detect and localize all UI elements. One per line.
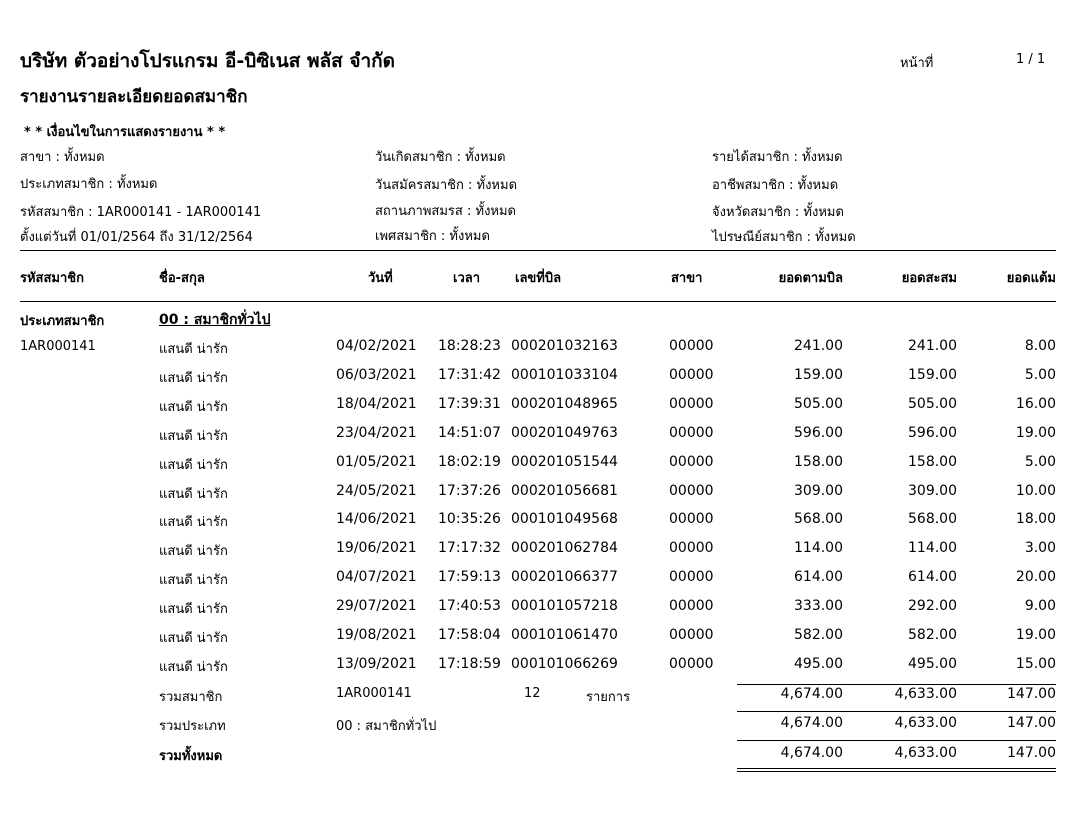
row-date: 01/05/2021 <box>336 453 417 470</box>
row-points: 16.00 <box>1015 395 1056 412</box>
summary-member-points: 147.00 <box>1007 686 1056 702</box>
row-date: 24/05/2021 <box>336 482 417 499</box>
row-date: 13/09/2021 <box>336 655 417 672</box>
row-bill-amount: 158.00 <box>794 453 843 470</box>
row-branch: 00000 <box>669 424 714 441</box>
row-accumulated: 614.00 <box>908 569 957 586</box>
summary-all-acc: 4,633.00 <box>894 745 957 761</box>
row-branch: 00000 <box>669 655 714 672</box>
row-accumulated: 582.00 <box>908 627 957 643</box>
row-name: แสนดี น่ารัก <box>159 370 228 386</box>
row-branch: 00000 <box>669 540 714 557</box>
row-points: 20.00 <box>1015 569 1056 586</box>
table-row <box>0 540 1081 569</box>
row-date: 04/07/2021 <box>336 569 417 586</box>
grand-total-double-line-2 <box>737 771 1056 772</box>
grand-total-double-line-1 <box>737 768 1056 769</box>
col-header-time: เวลา <box>453 271 481 286</box>
row-name: แสนดี น่ารัก <box>159 428 228 444</box>
row-name: แสนดี น่ารัก <box>159 631 228 646</box>
table-row <box>0 598 1081 627</box>
row-name: แสนดี น่ารัก <box>159 602 228 618</box>
divider-header <box>20 301 1056 302</box>
row-branch: 00000 <box>669 598 714 615</box>
divider-top <box>20 250 1056 251</box>
row-accumulated: 596.00 <box>908 424 957 441</box>
row-points: 19.00 <box>1015 424 1056 441</box>
summary-member-acc: 4,633.00 <box>894 686 957 702</box>
row-bill-no: 000201056681 <box>511 482 618 499</box>
summary-type-acc: 4,633.00 <box>894 715 957 731</box>
row-name: แสนดี น่ารัก <box>159 515 228 531</box>
table-row <box>0 569 1081 598</box>
row-accumulated: 568.00 <box>908 511 957 528</box>
summary-type-points: 147.00 <box>1007 715 1056 731</box>
col-header-accumulated: ยอดสะสม <box>901 271 957 286</box>
page-number: 1 / 1 <box>1016 52 1046 67</box>
summary-member-label: รวมสมาชิก <box>159 690 223 705</box>
condition-postcode: ไปรษณีย์สมาชิก : ทั้งหมด <box>712 230 856 245</box>
table-row <box>0 367 1081 396</box>
row-bill-amount: 241.00 <box>794 338 843 354</box>
table-row <box>0 627 1081 656</box>
row-date: 19/06/2021 <box>336 540 417 557</box>
row-bill-no: 000101033104 <box>511 366 618 383</box>
condition-marital-status: สถานภาพสมรส : ทั้งหมด <box>375 204 516 219</box>
col-header-bill-amount: ยอดตามบิล <box>778 271 843 286</box>
row-name: แสนดี น่ารัก <box>159 573 228 589</box>
row-date: 14/06/2021 <box>336 511 417 528</box>
row-bill-amount: 114.00 <box>794 540 843 557</box>
condition-member-code: รหัสสมาชิก : 1AR000141 - 1AR000141 <box>20 205 262 220</box>
row-bill-amount: 614.00 <box>794 569 843 586</box>
row-bill-no: 000101061470 <box>511 627 618 643</box>
row-branch: 00000 <box>669 338 714 354</box>
report-title: รายงานรายละเอียดยอดสมาชิก <box>20 87 248 107</box>
group-value: 00 : สมาชิกทั่วไป <box>159 312 271 328</box>
row-time: 17:18:59 <box>438 655 501 672</box>
company-name: บริษัท ตัวอย่างโปรแกรม อี-บิซิเนส พลัส จำกัด <box>20 50 395 72</box>
row-bill-amount: 495.00 <box>794 655 843 672</box>
summary-member-count-unit: รายการ <box>586 690 631 705</box>
row-branch: 00000 <box>669 627 714 643</box>
row-accumulated: 241.00 <box>908 338 957 354</box>
row-accumulated: 158.00 <box>908 453 957 470</box>
summary-member-count: 12 <box>524 686 541 701</box>
row-points: 18.00 <box>1015 511 1056 528</box>
row-time: 18:02:19 <box>438 453 501 470</box>
row-date: 19/08/2021 <box>336 627 417 643</box>
row-name: แสนดี น่ารัก <box>159 457 228 473</box>
row-bill-no: 000101049568 <box>511 511 618 528</box>
row-time: 17:17:32 <box>438 540 501 557</box>
row-bill-amount: 582.00 <box>794 627 843 643</box>
condition-date-range: ตั้งแต่วันที่ 01/01/2564 ถึง 31/12/2564 <box>20 230 253 245</box>
member-id: 1AR000141 <box>20 339 96 354</box>
col-header-bill-no: เลขที่บิล <box>515 271 562 286</box>
table-row <box>0 483 1081 512</box>
summary-member-line <box>737 684 1056 685</box>
row-date: 04/02/2021 <box>336 338 417 354</box>
condition-birthdate: วันเกิดสมาชิก : ทั้งหมด <box>375 150 506 165</box>
condition-province: จังหวัดสมาชิก : ทั้งหมด <box>712 205 844 220</box>
row-bill-no: 000201049763 <box>511 424 618 441</box>
row-branch: 00000 <box>669 511 714 528</box>
row-branch: 00000 <box>669 366 714 383</box>
row-points: 15.00 <box>1015 655 1056 672</box>
row-accumulated: 159.00 <box>908 366 957 383</box>
row-points: 19.00 <box>1015 627 1056 643</box>
table-row <box>0 425 1081 454</box>
row-time: 17:31:42 <box>438 366 501 383</box>
row-bill-amount: 505.00 <box>794 395 843 412</box>
row-name: แสนดี น่ารัก <box>159 544 228 560</box>
row-date: 23/04/2021 <box>336 424 417 441</box>
row-accumulated: 505.00 <box>908 395 957 412</box>
row-branch: 00000 <box>669 395 714 412</box>
summary-type-amount: 4,674.00 <box>780 715 843 731</box>
condition-branch: สาขา : ทั้งหมด <box>20 150 105 165</box>
row-accumulated: 495.00 <box>908 655 957 672</box>
row-name: แสนดี น่ารัก <box>159 659 228 675</box>
table-row <box>0 511 1081 540</box>
row-date: 06/03/2021 <box>336 366 417 383</box>
row-points: 9.00 <box>1024 598 1056 615</box>
row-time: 17:39:31 <box>438 395 501 412</box>
row-points: 5.00 <box>1024 366 1056 383</box>
row-bill-amount: 159.00 <box>794 366 843 383</box>
col-header-member-code: รหัสสมาชิก <box>20 271 84 286</box>
row-time: 18:28:23 <box>438 338 501 354</box>
table-row <box>0 396 1081 425</box>
row-accumulated: 309.00 <box>908 482 957 499</box>
summary-type-value: 00 : สมาชิกทั่วไป <box>336 719 437 734</box>
row-name: แสนดี น่ารัก <box>159 486 228 502</box>
group-label: ประเภทสมาชิก <box>20 314 105 329</box>
condition-join-date: วันสมัครสมาชิก : ทั้งหมด <box>375 178 518 193</box>
row-time: 17:59:13 <box>438 569 501 586</box>
summary-all-line <box>737 740 1056 741</box>
row-bill-amount: 309.00 <box>794 482 843 499</box>
row-accumulated: 292.00 <box>908 598 957 615</box>
row-time: 10:35:26 <box>438 511 501 528</box>
row-time: 17:58:04 <box>438 627 501 643</box>
col-header-points: ยอดแต้ม <box>1006 271 1056 286</box>
summary-type-line <box>737 711 1056 712</box>
row-time: 14:51:07 <box>438 424 501 441</box>
row-date: 29/07/2021 <box>336 598 417 615</box>
col-header-branch: สาขา <box>671 271 703 286</box>
summary-all-row <box>0 745 1081 774</box>
condition-gender: เพศสมาชิก : ทั้งหมด <box>375 229 490 244</box>
row-date: 18/04/2021 <box>336 395 417 412</box>
page-label: หน้าที่ <box>900 56 934 71</box>
row-bill-no: 000201062784 <box>511 540 618 557</box>
row-time: 17:40:53 <box>438 598 501 615</box>
conditions-title: * * เงื่อนไขในการแสดงรายงาน * * <box>24 125 226 140</box>
table-row <box>0 656 1081 685</box>
summary-member-amount: 4,674.00 <box>780 686 843 702</box>
summary-all-amount: 4,674.00 <box>780 745 843 761</box>
row-bill-no: 000101057218 <box>511 598 618 615</box>
col-header-date: วันที่ <box>368 271 393 286</box>
summary-member-id: 1AR000141 <box>336 686 412 701</box>
row-points: 10.00 <box>1015 482 1056 499</box>
row-bill-no: 000201066377 <box>511 569 618 586</box>
row-bill-amount: 568.00 <box>794 511 843 528</box>
table-row <box>0 338 1081 367</box>
row-branch: 00000 <box>669 482 714 499</box>
table-row <box>0 454 1081 483</box>
condition-income: รายได้สมาชิก : ทั้งหมด <box>712 150 843 165</box>
row-bill-no: 000101066269 <box>511 655 618 672</box>
row-name: แสนดี น่ารัก <box>159 342 228 357</box>
row-accumulated: 114.00 <box>908 540 957 557</box>
row-points: 8.00 <box>1024 338 1056 354</box>
summary-all-label: รวมทั้งหมด <box>159 749 223 764</box>
row-points: 3.00 <box>1024 540 1056 557</box>
row-points: 5.00 <box>1024 453 1056 470</box>
row-bill-amount: 333.00 <box>794 598 843 615</box>
row-bill-no: 000201032163 <box>511 338 618 354</box>
row-bill-amount: 596.00 <box>794 424 843 441</box>
row-bill-no: 000201048965 <box>511 395 618 412</box>
col-header-name: ชื่อ-สกุล <box>159 271 205 286</box>
row-time: 17:37:26 <box>438 482 501 499</box>
row-name: แสนดี น่ารัก <box>159 399 228 415</box>
row-branch: 00000 <box>669 453 714 470</box>
row-branch: 00000 <box>669 569 714 586</box>
summary-all-points: 147.00 <box>1007 745 1056 761</box>
condition-occupation: อาชีพสมาชิก : ทั้งหมด <box>712 178 839 193</box>
row-bill-no: 000201051544 <box>511 453 618 470</box>
condition-member-type: ประเภทสมาชิก : ทั้งหมด <box>20 177 158 192</box>
summary-type-label: รวมประเภท <box>159 719 226 734</box>
